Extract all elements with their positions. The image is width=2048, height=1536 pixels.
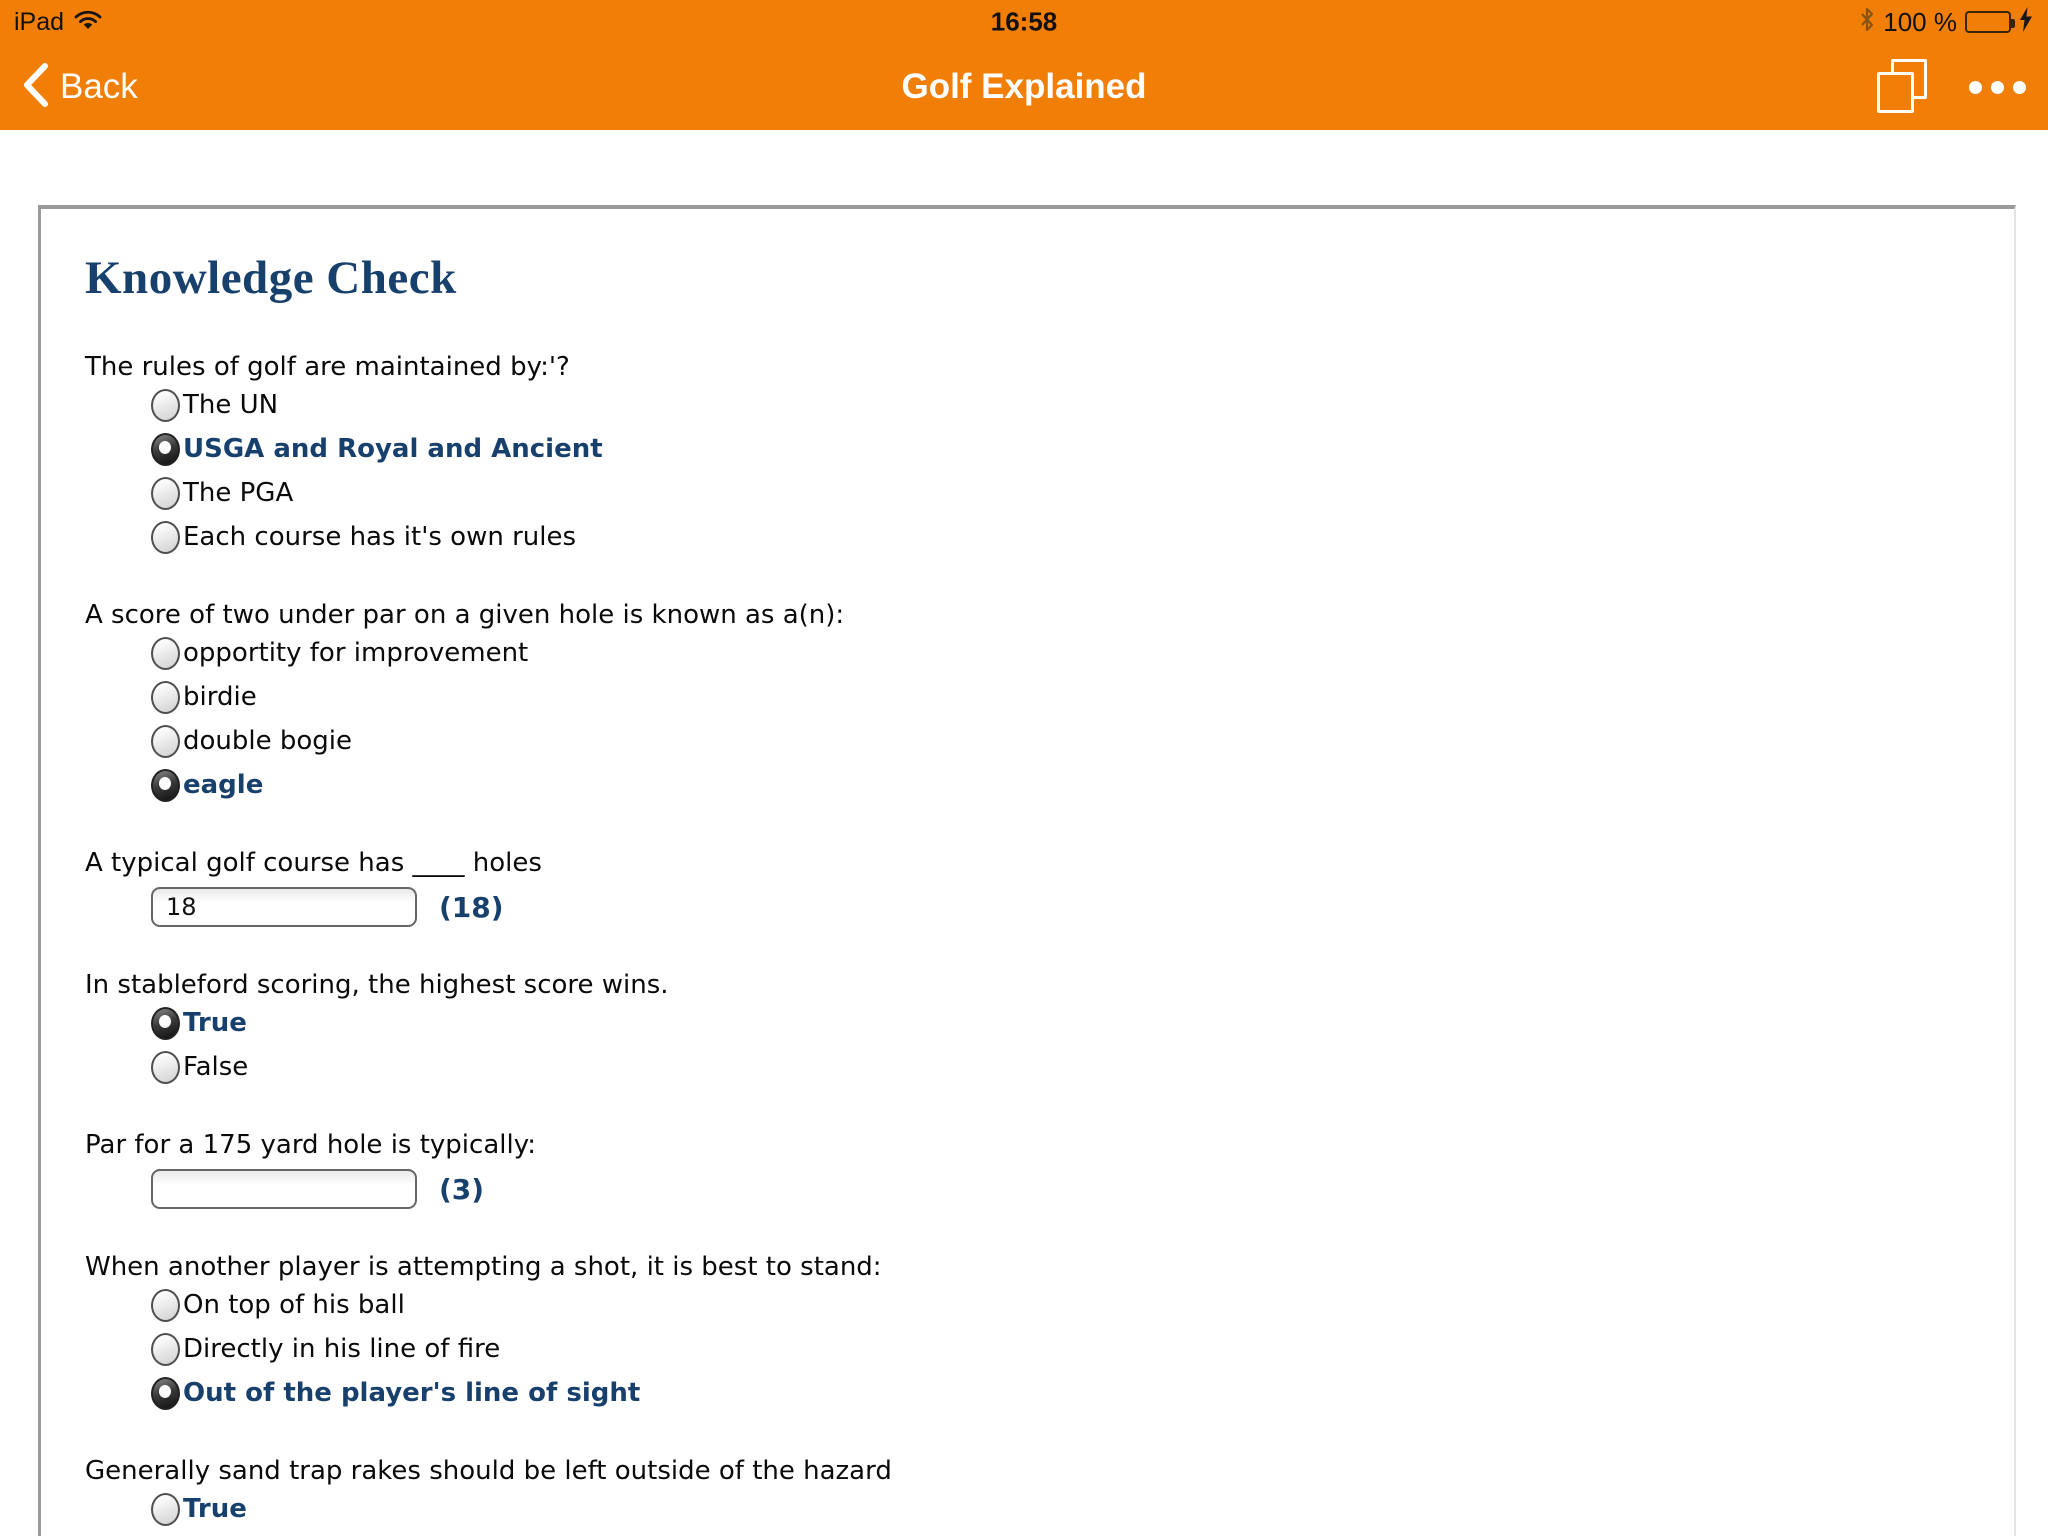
question-text: The rules of golf are maintained by:'? [85, 352, 570, 382]
option-label: The UN [183, 390, 279, 420]
radio-dot [159, 1015, 171, 1028]
option-label: Directly in his line of fire [183, 1334, 501, 1364]
option-label: Each course has it's own rules [183, 522, 577, 552]
battery-icon [1965, 11, 2011, 33]
radio-button[interactable] [151, 521, 180, 554]
battery-percent-label: 100 % [1883, 6, 1957, 37]
answer-input[interactable] [151, 1169, 417, 1209]
option-label: On top of his ball [183, 1290, 405, 1320]
option-label: The PGA [183, 478, 294, 508]
question-block [85, 351, 1984, 559]
radio-dot [159, 441, 171, 454]
option-row[interactable] [151, 1371, 1984, 1415]
option-group [151, 1487, 1984, 1531]
question-block [85, 599, 1984, 807]
option-label: True [183, 1008, 247, 1038]
option-row[interactable] [151, 631, 1984, 675]
option-row[interactable] [151, 427, 1984, 471]
battery-nub [2011, 19, 2015, 28]
option-label: double bogie [183, 726, 353, 756]
nav-actions [1877, 59, 2026, 115]
status-bar [0, 0, 2048, 44]
status-bar-left [14, 8, 102, 37]
option-group [151, 1001, 1984, 1089]
option-row[interactable] [151, 1487, 1984, 1531]
question-text: A score of two under par on a given hole is known as a(n): [85, 600, 845, 630]
question-list [85, 351, 1984, 1531]
carrier-label: iPad [14, 7, 65, 36]
back-chevron-icon [22, 62, 50, 113]
charging-bolt-icon [2019, 7, 2034, 37]
answer-hint: (3) [439, 1172, 485, 1206]
content-area [0, 130, 2048, 1536]
radio-button[interactable] [151, 637, 180, 670]
back-label: Back [60, 67, 138, 106]
option-label: False [183, 1052, 249, 1082]
page-title: Golf Explained [901, 67, 1147, 106]
radio-button[interactable] [151, 725, 180, 758]
radio-dot [159, 777, 171, 790]
radio-button[interactable] [151, 1377, 180, 1410]
option-group [151, 1283, 1984, 1415]
option-label: USGA and Royal and Ancient [183, 434, 603, 464]
option-row[interactable] [151, 719, 1984, 763]
status-bar-right [1859, 6, 2034, 38]
pages-icon-front-sheet [1877, 72, 1914, 113]
radio-button[interactable] [151, 769, 180, 802]
radio-button[interactable] [151, 389, 180, 422]
radio-button[interactable] [151, 477, 180, 510]
answer-input[interactable] [151, 887, 417, 927]
question-block [85, 969, 1984, 1089]
question-block [85, 1129, 1984, 1211]
question-text: When another player is attempting a shot, it is best to stand: [85, 1252, 882, 1282]
option-row[interactable] [151, 471, 1984, 515]
wifi-icon [74, 9, 102, 36]
more-options-button[interactable] [1969, 81, 2026, 94]
radio-button[interactable] [151, 1051, 180, 1084]
option-row[interactable] [151, 1001, 1984, 1045]
option-label: birdie [183, 682, 257, 712]
option-row[interactable] [151, 675, 1984, 719]
question-text: A typical golf course has ____ holes [85, 848, 542, 878]
quiz-title: Knowledge Check [85, 252, 457, 304]
radio-button[interactable] [151, 1289, 180, 1322]
question-text: Generally sand trap rakes should be left outside of the hazard [85, 1456, 892, 1486]
option-row[interactable] [151, 1045, 1984, 1089]
option-row[interactable] [151, 1327, 1984, 1371]
option-row[interactable] [151, 383, 1984, 427]
quiz-card [38, 205, 2016, 1536]
nav-bar [0, 44, 2048, 130]
bluetooth-icon [1859, 6, 1875, 38]
option-label: Out of the player's line of sight [183, 1378, 641, 1408]
option-row[interactable] [151, 763, 1984, 807]
back-button[interactable] [22, 62, 138, 113]
option-label: True [183, 1494, 247, 1524]
answer-row [151, 885, 1984, 929]
radio-button[interactable] [151, 681, 180, 714]
option-group [151, 631, 1984, 807]
option-label: opportity for improvement [183, 638, 529, 668]
radio-button[interactable] [151, 1007, 180, 1040]
answer-hint: (18) [439, 890, 504, 924]
clock: 16:58 [990, 6, 1058, 37]
question-block [85, 847, 1984, 929]
option-row[interactable] [151, 515, 1984, 559]
question-text: In stableford scoring, the highest score wins. [85, 970, 669, 1000]
radio-button[interactable] [151, 1493, 180, 1526]
radio-dot [159, 1385, 171, 1398]
answer-row [151, 1167, 1984, 1211]
radio-button[interactable] [151, 1333, 180, 1366]
pages-icon[interactable] [1877, 59, 1931, 115]
question-block [85, 1455, 1984, 1531]
question-text: Par for a 175 yard hole is typically: [85, 1130, 536, 1160]
radio-button[interactable] [151, 433, 180, 466]
option-group [151, 383, 1984, 559]
option-row[interactable] [151, 1283, 1984, 1327]
option-label: eagle [183, 770, 264, 800]
question-block [85, 1251, 1984, 1415]
